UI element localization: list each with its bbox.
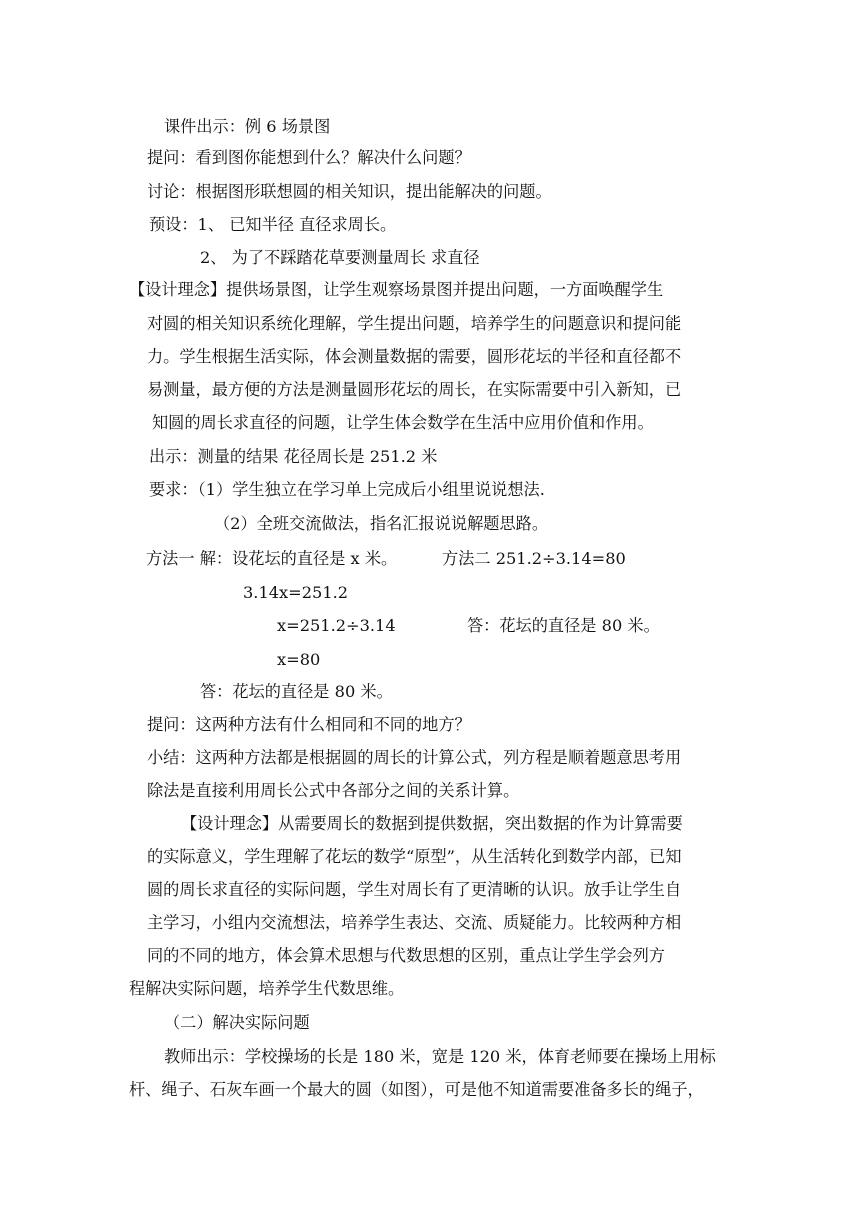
text-line: 杆、绳子、石灰车画一个最大的圆（如图），可是他不知道需要准备多长的绳子， <box>129 1080 704 1099</box>
text-line: 方法一 解：设花坛的直径是 x 米。 <box>146 549 398 568</box>
text-line: 对圆的相关知识系统化理解，学生提出问题，培养学生的问题意识和提问能 <box>147 314 682 333</box>
text-line: 主学习，小组内交流想法，培养学生表达、交流、质疑能力。比较两种方相 <box>147 913 682 932</box>
text-line: 除法是直接利用周长公式中各部分之间的关系计算。 <box>147 781 520 800</box>
text-line: 方法二 251.2÷3.14=80 <box>442 549 626 568</box>
text-line: x=80 <box>277 650 321 669</box>
text-line: 易测量，最方便的方法是测量圆形花坛的周长，在实际需要中引入新知，已 <box>147 380 682 399</box>
text-line: 知圆的周长求直径的问题，让学生体会数学在生活中应用价值和作用。 <box>152 413 654 432</box>
text-line: 2、 为了不踩踏花草要测量周长 求直径 <box>200 248 480 267</box>
text-line: 提问：看到图你能想到什么？解决什么问题？ <box>147 148 471 167</box>
text-line: 教师出示：学校操场的长是 180 米，宽是 120 米，体育老师要在操场上用标 <box>164 1047 716 1066</box>
text-line: 3.14x=251.2 <box>243 583 349 602</box>
text-line: 答：花坛的直径是 80 米。 <box>467 616 660 635</box>
text-line: （二）解决实际问题 <box>164 1013 310 1032</box>
text-line: 小结：这两种方法都是根据圆的周长的计算公式，列方程是顺着题意思考用 <box>147 748 682 767</box>
text-line: 同的不同的地方，体会算术思想与代数思想的区别，重点让学生学会列方 <box>147 946 665 965</box>
text-line: 出示：测量的结果 花径周长是 251.2 米 <box>149 447 438 466</box>
text-line: 讨论：根据图形联想圆的相关知识，提出能解决的问题。 <box>147 182 552 201</box>
text-line: 【设计理念】从需要周长的数据到提供数据，突出数据的作为计算需要 <box>181 814 683 833</box>
text-line: x=251.2÷3.14 <box>277 616 396 635</box>
text-line: 要求：（1）学生独立在学习单上完成后小组里说说想法. <box>149 480 545 499</box>
text-line: 提问：这两种方法有什么相同和不同的地方？ <box>147 715 471 734</box>
text-line: 圆的周长求直径的实际问题，学生对周长有了更清晰的认识。放手让学生自 <box>147 880 682 899</box>
text-line: 【设计理念】提供场景图，让学生观察场景图并提出问题，一方面唤醒学生 <box>129 280 664 299</box>
text-line: （2）全班交流做法，指名汇报说说解题思路。 <box>214 514 549 533</box>
text-line: 程解决实际问题，培养学生代数思维。 <box>129 979 405 998</box>
text-line: 答：花坛的直径是 80 米。 <box>200 682 393 701</box>
text-line: 的实际意义，学生理解了花坛的数学“原型”，从生活转化到数学内部，已知 <box>147 847 682 866</box>
text-line: 力。学生根据生活实际，体会测量数据的需要，圆形花坛的半径和直径都不 <box>147 347 682 366</box>
text-line: 课件出示：例 6 场景图 <box>164 117 331 136</box>
text-line: 预设：1、 已知半径 直径求周长。 <box>149 215 397 234</box>
